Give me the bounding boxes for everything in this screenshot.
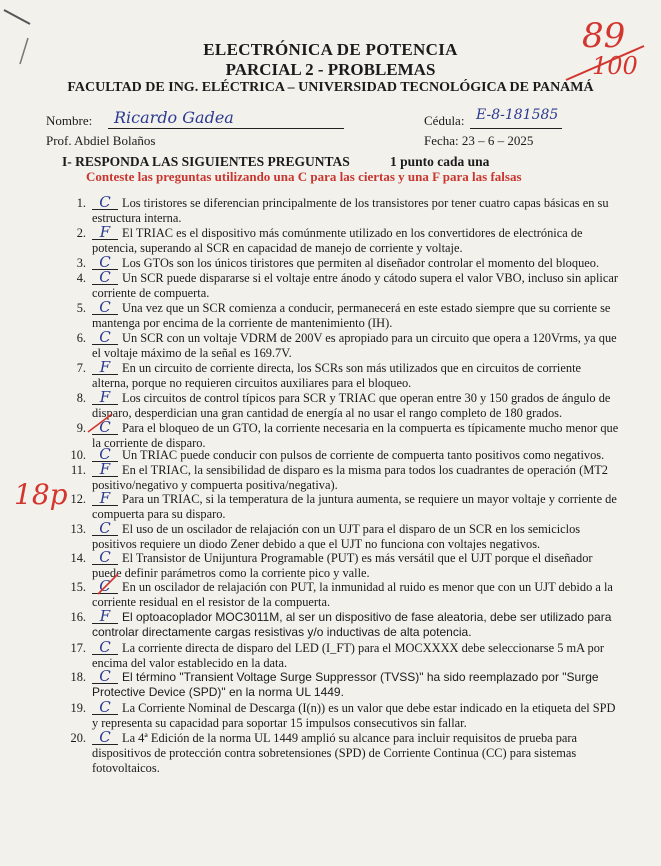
question-text: El TRIAC es el dispositivo más comúnmente utilizado en los convertidores de electrónica de potencia, superando al SCR en capacidad de manejo de corriente y voltaje.: [92, 226, 583, 255]
question-text: Los GTOs son los únicos tiristores que permiten al diseñador controlar el momento del bloqueo.: [122, 256, 600, 270]
side-score: 18p: [14, 478, 68, 511]
answer-field[interactable]: C: [92, 256, 118, 270]
question-text: La Corriente Nominal de Descarga (I(n)) es un valor que debe estar indicado en la etiqueta del SPD y representa su capacidad para soportar 15 impulsos consecutivos sin fallar.: [92, 701, 616, 730]
answer-field[interactable]: C: [92, 421, 118, 435]
answer-field[interactable]: C: [92, 448, 118, 462]
grade-score: 89: [582, 16, 626, 56]
answer-field[interactable]: C: [92, 301, 118, 315]
answer-field[interactable]: C: [92, 522, 118, 536]
answer-field[interactable]: C: [92, 271, 118, 285]
answer-field[interactable]: C: [92, 731, 118, 745]
question-text: Un SCR puede dispararse si el voltaje entre ánodo y cátodo supera el valor VBO, incluso sin aplicar corriente de compuerta.: [92, 271, 618, 300]
grade-total: 100: [592, 52, 638, 80]
question-text: El Transistor de Unijuntura Programable (PUT) es más versátil que el UJT porque el diseñador puede definir parámetros como la corriente pico y valle.: [92, 551, 593, 580]
section-heading: [62, 154, 490, 170]
exam-page: ELECTRÓNICA DE POTENCIA PARCIAL 2 - PROBLEMAS FACULTAD DE ING. ELÉCTRICA – UNIVERSIDAD TECNOLÓGICA DE PANAMÁ 89 100 Nombre: Ricardo Gadea Cédula: E-8-181585 Prof. Abdiel Bolaños Fecha: 23 – 6 – 2025 I- RESPONDA LAS SIGUIENTES PREGUNTAS 1 punto cada una Conteste las preguntas utilizando una C para las ciertas y una F para las falsas 18p 1. C Los tiristores se diferencian principalmente de los transistores por tener cuatro capas básicas en su estructura interna. 2. F El TRIAC es el dispositivo más comúnmente utilizado en los convertidores de electrónica de potencia, superando al SCR en capacidad de manejo de corriente y voltaje. 3. C Los GTOs son los únicos tiristores que permiten al diseñador controlar el momento del bloqueo. 4. C Un SCR puede dispararse si el voltaje entre ánodo y cátodo supera el valor VBO, incluso sin aplicar corriente de compuerta. 5. C Una vez que un SCR comienza a conducir, permanecerá en este estado siempre que su corriente se mantenga por encima de la corriente de mantenimiento (IH). 6. C Un SCR con un voltaje VDRM de 200V es apropiado para un circuito que opera a 120Vrms, ya que el voltaje máximo de la señal es 169.7V. 7. F En un circuito de corriente directa, los SCRs son más utilizados que en circuitos de corriente alterna, porque no requieren circuitos auxiliares para el bloqueo. 8. F Los circuitos de control típicos para SCR y TRIAC que operan entre 30 y 150 grados de ángulo de disparo, desperdician una gran cantidad de energía al no usar el rango completo de 180 grados. 9. C Para el bloqueo de un GTO, la corriente necesaria en la compuerta es típicamente mucho menor que la corriente de disparo. 10. C Un TRIAC puede conducir con pulsos de corriente de compuerta tanto positivos como negativos. 11. F En el TRIAC, la sensibilidad de disparo es la misma para todos los cuadrantes de operación (MT2 positivo/negativo y compuerta positiva/negativa). 12. F Para un TRIAC, si la temperatura de la juntura aumenta, se requiere un mayor voltaje y corriente de compuerta para su disparo. 13. C El uso de un oscilador de relajación con un UJT para el disparo de un SCR en los semiciclos positivos requiere un diodo Zener debido a que el UJT no funciona con voltajes negativos. 14. C El Transistor de Unijuntura Programable (PUT) es más versátil que el UJT porque el diseñador puede definir parámetros como la corriente pico y valle. 15. C En un oscilador de relajación con PUT, la inmunidad al ruido es menor que con un UJT debido a la corriente residual en el resistor de la compuerta. 16. F El optoacoplador MOC3011M, al ser un dispositivo de fase aleatoria, debe ser utilizado para controlar directamente cargas resistivas y/o inductivas de alta potencia. 17. C La corriente directa de disparo del LED (I_FT) para el MOCXXXX debe seleccionarse 5 mA por encima del valor establecido en la data. 18. C El término "Transient Voltage Surge Suppressor (TVSS)" ha sido reemplazado por "Surge Protective Device (SPD)" en la norma UL 1449. 19. C La Corriente Nominal de Descarga (I(n)) es un valor que debe estar indicado en la etiqueta del SPD y representa su capacidad para soportar 15 impulsos consecutivos sin fallar. 20. C La 4ª Edición de la norma UL 1449 amplió su alcance para incluir requisitos de prueba para dispositivos de protección contra sobretensiones (SPD) de Corriente Continua (CC) para sistemas fotovoltaicos.: [0, 0, 661, 866]
question-text: Los circuitos de control típicos para SCR y TRIAC que operan entre 30 y 150 grados de ángulo de disparo, desperdician una gran cantidad de energía al no usar el rango completo de 180 grados.: [92, 391, 611, 420]
question-text: La corriente directa de disparo del LED (I_FT) para el MOCXXXX debe seleccionarse 5 mA por encima del valor establecido en la data.: [92, 641, 605, 670]
question-text: Los tiristores se diferencian principalmente de los transistores por tener cuatro capas básicas en su estructura interna.: [92, 196, 609, 225]
course-title: ELECTRÓNICA DE POTENCIA: [203, 40, 458, 59]
answer-field[interactable]: C: [92, 701, 118, 715]
cedula-value: E-8-181585: [476, 107, 559, 123]
question-text: Para un TRIAC, si la temperatura de la juntura aumenta, se requiere un mayor voltaje y corriente de compuerta para su disparo.: [92, 492, 617, 521]
question-text: En el TRIAC, la sensibilidad de disparo es la misma para todos los cuadrantes de operación (MT2 positivo/negativo y compuerta positiva/negativa).: [92, 463, 608, 492]
exam-date: Fecha: 23 – 6 – 2025: [424, 133, 534, 148]
answer-field[interactable]: C: [92, 196, 118, 210]
answer-field[interactable]: C: [92, 641, 118, 655]
question-text: En un oscilador de relajación con PUT, la inmunidad al ruido es menor que con un UJT debido a la corriente residual en el resistor de la compuerta.: [92, 580, 613, 609]
answer-field[interactable]: F: [92, 492, 118, 506]
question-text: El término "Transient Voltage Surge Suppressor (TVSS)" ha sido reemplazado por "Surge Protective Device (SPD)" en la norma UL 1449.: [92, 670, 599, 699]
question-text: En un circuito de corriente directa, los SCRs son más utilizados que en circuitos de corriente alterna, porque no requieren circuitos auxiliares para el bloqueo.: [92, 361, 582, 390]
answer-field[interactable]: F: [92, 463, 118, 477]
question-text: Una vez que un SCR comienza a conducir, permanecerá en este estado siempre que su corriente se mantenga por encima de la corriente de mantenimiento (IH).: [92, 301, 611, 330]
exam-title: PARCIAL 2 - PROBLEMAS: [225, 60, 436, 79]
question-text: Un SCR con un voltaje VDRM de 200V es apropiado para un circuito que opera a 120Vrms, ya que el voltaje máximo de la señal es 169.7V.: [92, 331, 617, 360]
question-text: Para el bloqueo de un GTO, la corriente necesaria en la compuerta es típicamente mucho menor que la corriente de disparo.: [92, 421, 619, 450]
question-text: El uso de un oscilador de relajación con un UJT para el disparo de un SCR en los semiciclos positivos requiere un diodo Zener debido a que el UJT no funciona con voltajes negativos.: [92, 522, 581, 551]
question-text: El optoacoplador MOC3011M, al ser un dispositivo de fase aleatoria, debe ser utilizado para controlar directamente cargas resistivas y/o inductivas de alta potencia.: [92, 610, 612, 639]
name-label: Nombre:: [46, 113, 93, 128]
answer-field[interactable]: F: [92, 610, 118, 624]
section-instruction: Conteste las preguntas utilizando una C para las ciertas y una F para las falsas: [86, 169, 522, 184]
section-points: 1 punto cada una: [390, 154, 490, 169]
professor: Prof. Abdiel Bolaños: [46, 133, 156, 148]
question-text: Un TRIAC puede conducir con pulsos de corriente de compuerta tanto positivos como negativos.: [122, 448, 605, 462]
answer-field[interactable]: C: [92, 331, 118, 345]
section-title: I- RESPONDA LAS SIGUIENTES PREGUNTAS: [62, 154, 350, 169]
cedula-underline: [470, 128, 562, 129]
answer-field[interactable]: C: [92, 670, 118, 684]
answer-field[interactable]: F: [92, 391, 118, 405]
answer-field[interactable]: F: [92, 226, 118, 240]
name-value: Ricardo Gadea: [114, 108, 234, 127]
answer-field[interactable]: C: [92, 551, 118, 565]
question-text: La 4ª Edición de la norma UL 1449 amplió su alcance para incluir requisitos de prueba para dispositivos de protección contra sobretensiones (SPD) de Corriente Continua (CC) para sistemas fotovoltaicos.: [92, 731, 578, 775]
answer-field[interactable]: F: [92, 361, 118, 375]
faculty-title: FACULTAD DE ING. ELÉCTRICA – UNIVERSIDAD TECNOLÓGICA DE PANAMÁ: [67, 80, 594, 95]
name-underline: [108, 128, 344, 129]
cedula-label: Cédula:: [424, 113, 465, 128]
answer-field[interactable]: C: [92, 580, 118, 594]
